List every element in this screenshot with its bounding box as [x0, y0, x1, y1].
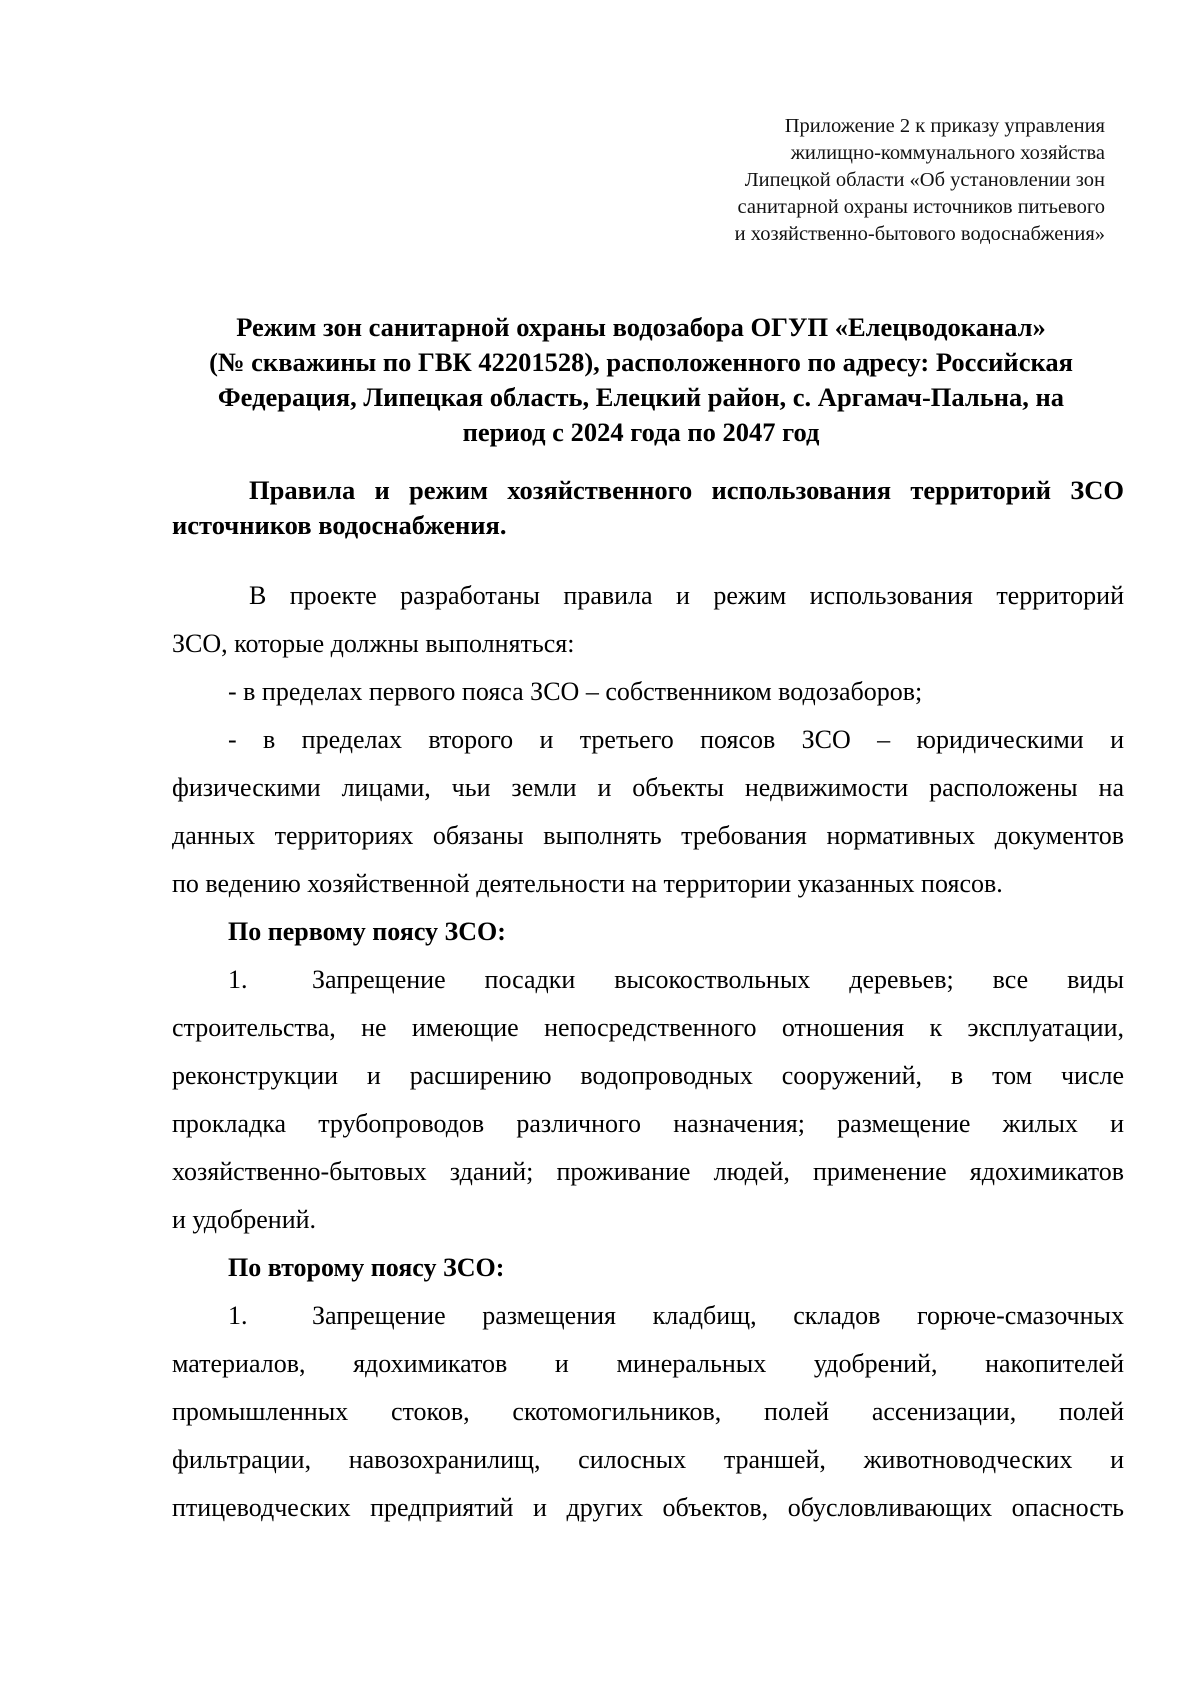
belt2-line: промышленных стоков, скотомогильников, полей ассенизации, полей [172, 1397, 1124, 1426]
belt1-line: и удобрений. [172, 1205, 317, 1234]
intro-line: В проекте разработаны правила и режим использования территорий [249, 581, 1124, 610]
belt1-line: строительства, не имеющие непосредственного отношения к эксплуатации, [172, 1013, 1124, 1042]
intro-line: физическими лицами, чьи земли и объекты недвижимости расположены на [172, 773, 1124, 802]
title-line: Режим зон санитарной охраны водозабора ОГУП «Елецводоканал» [236, 312, 1046, 342]
belt1-line: реконструкции и расширению водопроводных сооружений, в том числе [172, 1061, 1124, 1090]
appendix-line: Липецкой области «Об установлении зон [744, 169, 1105, 191]
belt2-line: фильтрации, навозохранилищ, силосных траншей, животноводческих и [172, 1445, 1124, 1474]
intro-line: - в пределах второго и третьего поясов ЗСО – юридическими и [228, 725, 1124, 754]
belt1-heading: По первому поясу ЗСО: [228, 917, 506, 946]
intro-line: - в пределах первого пояса ЗСО – собственником водозаборов; [228, 677, 923, 706]
appendix-line: Приложение 2 к приказу управления [784, 115, 1105, 137]
belt1-line: прокладка трубопроводов различного назначения; размещение жилых и [172, 1109, 1124, 1138]
section-heading-line: Правила и режим хозяйственного использования территорий ЗСО [249, 475, 1124, 505]
section-heading [172, 473, 1124, 543]
belt1-line: Запрещение посадки высокоствольных деревьев; все виды [312, 965, 1124, 994]
belt2-heading: По второму поясу ЗСО: [228, 1253, 505, 1282]
belt2-line: Запрещение размещения кладбищ, складов горюче-смазочных [312, 1301, 1124, 1330]
appendix-note [545, 113, 1105, 248]
intro-line: данных территориях обязаны выполнять требования нормативных документов [172, 821, 1124, 850]
belt1-item [172, 963, 1124, 997]
belt2-line: птицеводческих предприятий и других объектов, обусловливающих опасность [172, 1493, 1124, 1522]
appendix-line: санитарной охраны источников питьевого [737, 196, 1105, 218]
item-number: 1. [228, 965, 248, 994]
belt2-line: материалов, ядохимикатов и минеральных удобрений, накопителей [172, 1349, 1124, 1378]
appendix-line: и хозяйственно-бытового водоснабжения» [734, 223, 1105, 245]
item-number: 1. [228, 1301, 248, 1330]
belt1-line: хозяйственно-бытовых зданий; проживание людей, применение ядохимикатов [172, 1157, 1124, 1186]
title-line: период с 2024 года по 2047 год [462, 417, 820, 447]
title-line: (№ скважины по ГВК 42201528), расположенного по адресу: Российская [209, 347, 1073, 377]
intro-line: ЗСО, которые должны выполняться: [172, 629, 575, 658]
intro-line: по ведению хозяйственной деятельности на территории указанных поясов. [172, 869, 1003, 898]
appendix-line: жилищно-коммунального хозяйства [790, 142, 1105, 164]
title-line: Федерация, Липецкая область, Елецкий район, с. Аргамач-Пальна, на [217, 382, 1065, 412]
document-title [160, 310, 1122, 450]
belt2-item [172, 1299, 1124, 1333]
section-heading-line: источников водоснабжения. [172, 510, 507, 540]
